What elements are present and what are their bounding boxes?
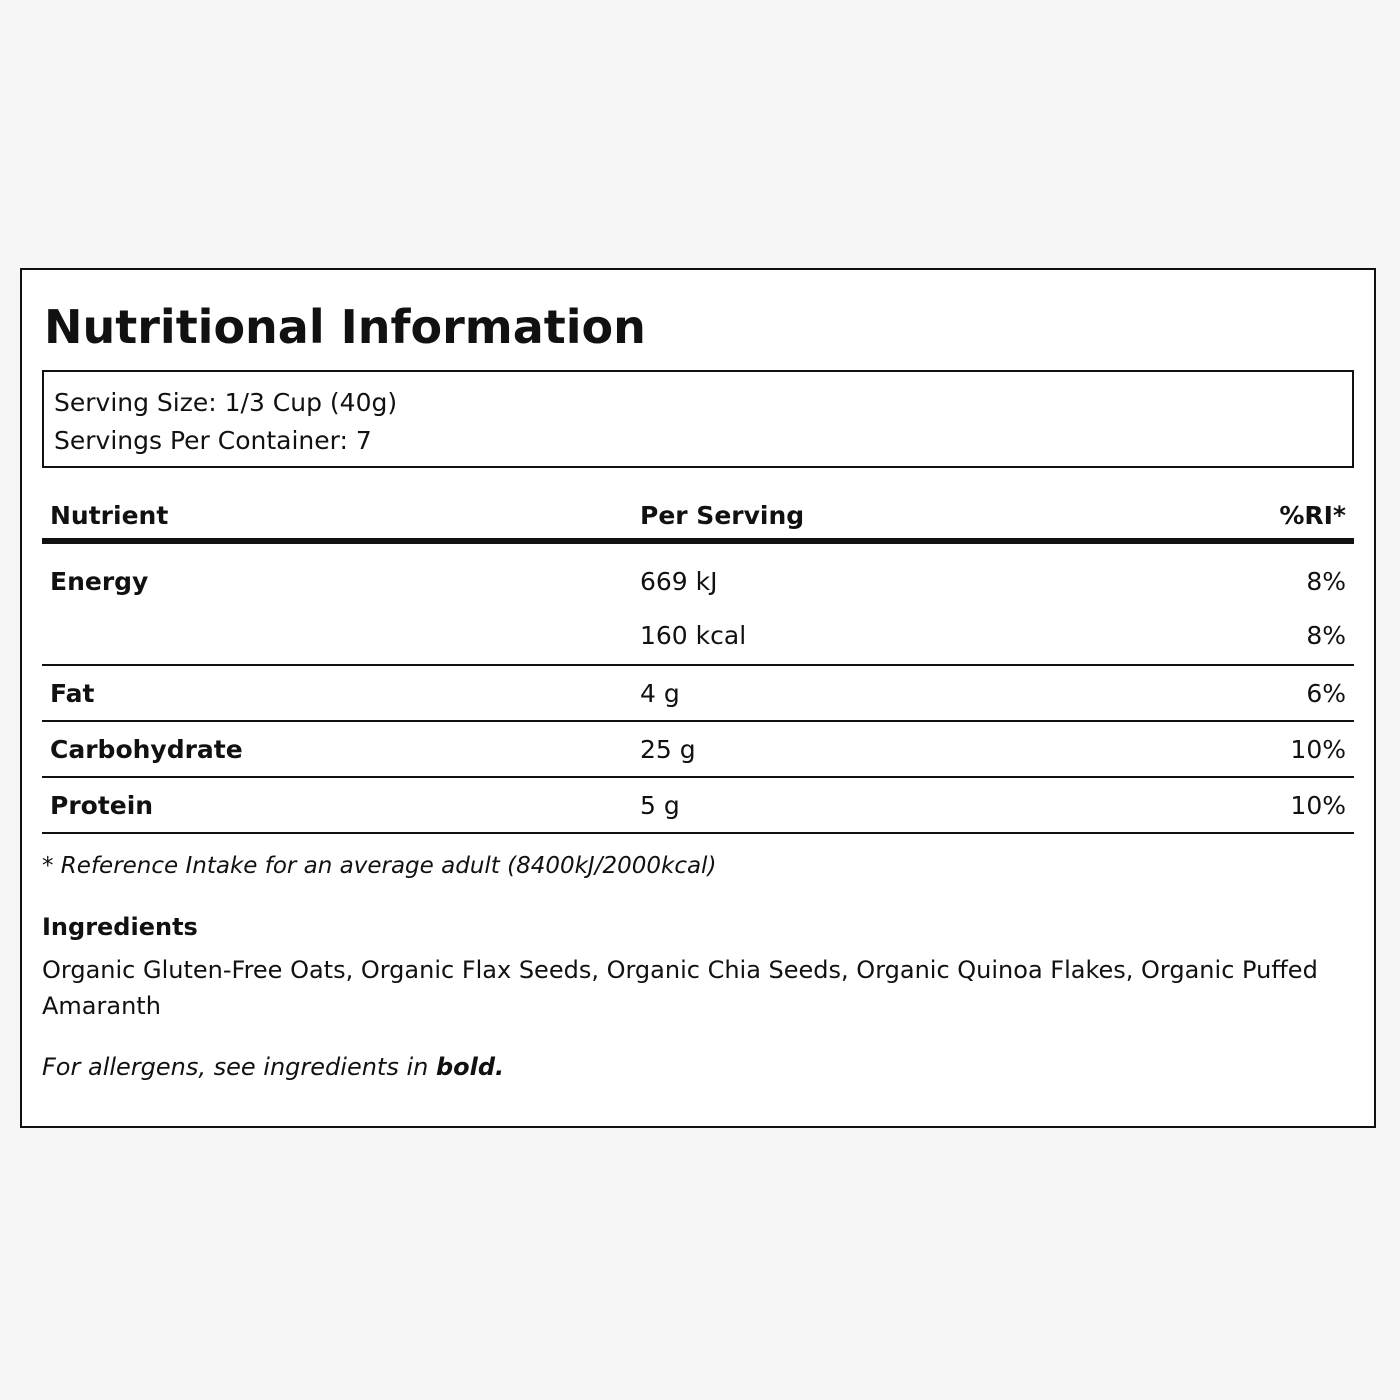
table-header — [42, 492, 1354, 544]
servings-per-container: Servings Per Container: 7 — [54, 426, 372, 455]
nutrition-label — [20, 268, 1376, 1128]
nutrient-name: Energy — [50, 566, 149, 596]
table-row-energy — [42, 544, 1354, 666]
header-per-serving: Per Serving — [640, 500, 805, 530]
ingredients-text: Organic Gluten-Free Oats, Organic Flax Seeds, Organic Chia Seeds, Organic Quinoa Flakes, Organic Puffed Amaranth — [42, 956, 1318, 1020]
nutrient-amount: 25 g — [640, 734, 696, 764]
table-row-carbohydrate — [42, 722, 1354, 778]
table-row — [42, 608, 1354, 662]
ingredients-title: Ingredients — [42, 913, 198, 941]
reference-intake-footnote: * Reference Intake for an average adult (8400kJ/2000kcal) — [42, 853, 717, 879]
nutrient-ri: 10% — [1290, 790, 1346, 820]
allergen-bold-word: bold. — [435, 1053, 505, 1081]
table-row-fat — [42, 666, 1354, 722]
header-nutrient: Nutrient — [50, 500, 169, 530]
nutrient-name: Carbohydrate — [50, 734, 243, 764]
nutrient-ri: 6% — [1306, 678, 1346, 708]
nutrient-ri: 10% — [1290, 734, 1346, 764]
nutrient-amount: 4 g — [640, 678, 680, 708]
allergen-prefix: For allergens, see ingredients in — [42, 1053, 436, 1081]
nutrition-table — [42, 492, 1354, 834]
header-ri: %RI* — [1279, 500, 1346, 530]
serving-info-box — [42, 370, 1354, 468]
nutrient-ri: 8% — [1306, 620, 1346, 650]
nutrient-amount: 160 kcal — [640, 620, 747, 650]
table-row — [42, 554, 1354, 608]
table-row-protein — [42, 778, 1354, 834]
nutrient-name: Protein — [50, 790, 154, 820]
nutrient-ri: 8% — [1306, 566, 1346, 596]
nutrient-amount: 669 kJ — [640, 566, 718, 596]
nutrient-amount: 5 g — [640, 790, 680, 820]
serving-size: Serving Size: 1/3 Cup (40g) — [54, 388, 398, 417]
page-title: Nutritional Information — [44, 300, 646, 354]
allergen-note — [42, 1050, 1354, 1084]
nutrient-name: Fat — [50, 678, 95, 708]
